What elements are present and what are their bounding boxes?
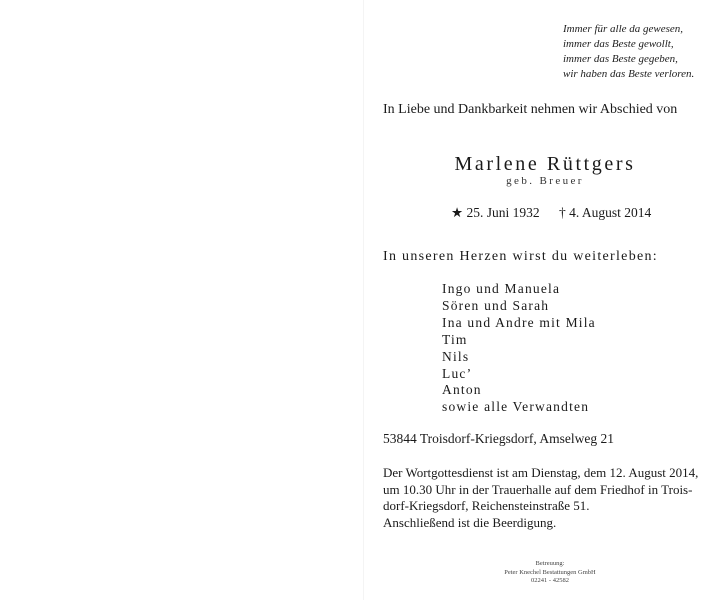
deceased-name-block	[420, 153, 670, 187]
mourner-item: Sören und Sarah	[442, 297, 550, 313]
mourner-item: Ina und Andre mit Mila	[442, 314, 596, 330]
poem	[563, 22, 723, 82]
service-line: um 10.30 Uhr in der Trauerhalle auf dem Friedhof in Trois-	[383, 481, 693, 497]
funeral-home-credit	[480, 560, 620, 586]
mourner-item: Nils	[442, 348, 470, 364]
death-date: 4. August 2014	[569, 205, 652, 220]
poem-line: immer das Beste gegeben,	[563, 53, 678, 65]
birth-date: 25. Juni 1932	[466, 205, 540, 220]
deceased-name: Marlene Rüttgers	[454, 153, 636, 175]
life-dates	[451, 205, 651, 221]
mourner-item: sowie alle Verwandten	[442, 399, 590, 415]
mourners-list	[442, 281, 596, 416]
birth-star-icon: ★	[451, 205, 464, 220]
mourner-item: Tim	[442, 331, 468, 347]
poem-line: wir haben das Beste verloren.	[563, 68, 695, 80]
service-info	[383, 465, 718, 532]
service-line: dorf-Kriegsdorf, Reichensteinstraße 51.	[383, 498, 590, 514]
funeral-home-name: Peter Knechel Bestattungen GmbH	[504, 568, 596, 576]
poem-line: Immer für alle da gewesen,	[563, 23, 684, 35]
hearts-line: In unseren Herzen wirst du weiterleben:	[383, 249, 659, 264]
care-label: Betreuung:	[535, 560, 565, 567]
mourner-item: Luc’	[442, 365, 473, 381]
service-line: Anschließend ist die Beerdigung.	[383, 515, 557, 531]
farewell-intro: In Liebe und Dankbarkeit nehmen wir Abschied von	[383, 102, 678, 117]
funeral-home-phone: 02241 - 42582	[531, 577, 569, 584]
service-line: Der Wortgottesdienst ist am Dienstag, dem 12. August 2014,	[383, 465, 699, 480]
death-cross-icon: †	[559, 205, 566, 220]
poem-line: immer das Beste gewollt,	[563, 38, 674, 50]
mourner-item: Anton	[442, 382, 482, 398]
fold-divider	[363, 0, 364, 600]
family-address: 53844 Troisdorf-Kriegsdorf, Amselweg 21	[383, 431, 614, 446]
mourner-item: Ingo und Manuela	[442, 281, 561, 296]
maiden-name: geb. Breuer	[506, 175, 584, 187]
